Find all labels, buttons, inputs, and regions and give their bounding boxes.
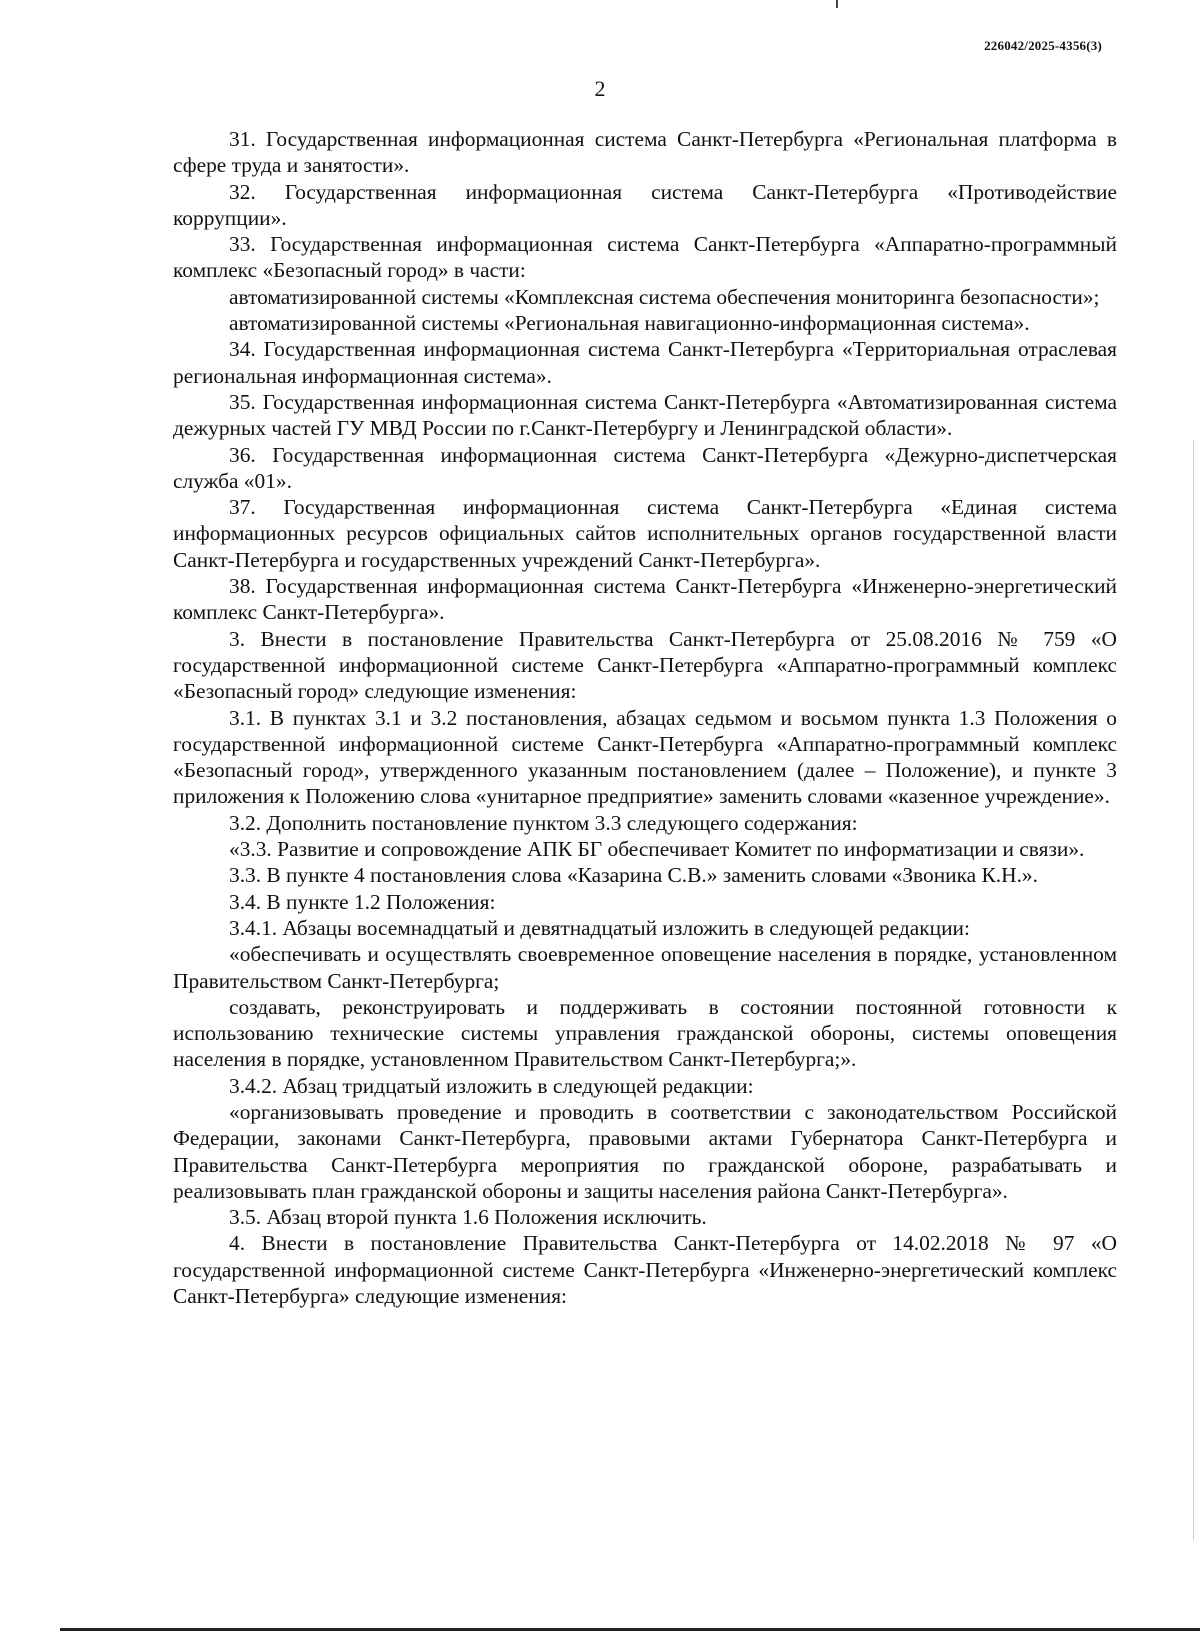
- paragraph-item-33-sub-1: автоматизированной системы «Комплексная система обеспечения мониторинга безопасности»;: [229, 284, 1100, 309]
- paragraph-quote-organize: «организовывать проведение и проводить в соответствии с законодательством Российской Федерации, законами Санкт-Петербурга, правовыми актами Губернатора Санкт-Петербурга и Правительства Санкт-Петербурга мероприятия по гражданской обороне, разрабатывать и реализовывать план гражданской обороны и защиты населения района Санкт-Петербурга».: [173, 1099, 1117, 1203]
- paragraph-quote-3-3: «3.3. Развитие и сопровождение АПК БГ обеспечивает Комитет по информатизации и связи».: [229, 837, 1085, 862]
- paragraph-item-31: 31. Государственная информационная система Санкт-Петербурга «Региональная платформа в сфере труда и занятости».: [173, 127, 1117, 178]
- paragraph-section-3-4: 3.4. В пункте 1.2 Положения:: [229, 889, 496, 914]
- paragraph-item-33: 33. Государственная информационная система Санкт-Петербурга «Аппаратно-программный комплекс «Безопасный город» в части:: [173, 232, 1117, 283]
- paragraph-item-37: 37. Государственная информационная система Санкт-Петербурга «Единая система информационных ресурсов официальных сайтов исполнительных органов государственной власти Санкт-Петербурга и государственных учреждений Санкт-Петербурга».: [173, 495, 1117, 572]
- paragraph-section-3-3: 3.3. В пункте 4 постановления слова «Казарина С.В.» заменить словами «Звоника К.Н.».: [229, 863, 1038, 888]
- paragraph-item-35: 35. Государственная информационная система Санкт-Петербурга «Автоматизированная система дежурных частей ГУ МВД России по г.Санкт-Петербургу и Ленинградской области».: [173, 389, 1117, 441]
- document-registration-number: 226042/2025-4356(3): [984, 38, 1102, 53]
- page-number: 2: [594, 76, 606, 101]
- paragraph-section-3-2: 3.2. Дополнить постановление пунктом 3.3 следующего содержания:: [229, 810, 858, 835]
- scan-edge-right: [1193, 440, 1194, 1540]
- paragraph-section-3-5: 3.5. Абзац второй пункта 1.6 Положения исключить.: [229, 1205, 707, 1230]
- paragraph-section-4: 4. Внести в постановление Правительства Санкт-Петербурга от 14.02.2018 № 97 «О государственной информационной системе Санкт-Петербурга «Инженерно-энергетический комплекс Санкт-Петербурга» следующие изменения:: [173, 1231, 1117, 1309]
- paragraph-section-3-4-2: 3.4.2. Абзац тридцатый изложить в следующей редакции:: [229, 1073, 754, 1098]
- paragraph-item-33-sub-2: автоматизированной системы «Региональная навигационно-информационная система».: [229, 311, 1030, 336]
- scan-mark: [836, 0, 838, 8]
- paragraph-section-3-4-1: 3.4.1. Абзацы восемнадцатый и девятнадцатый изложить в следующей редакции:: [229, 915, 970, 940]
- paragraph-section-3-1: 3.1. В пунктах 3.1 и 3.2 постановления, абзацах седьмом и восьмом пункта 1.3 Положения о государственной информационной системе Санкт-Петербурга «Аппаратно-программный комплекс «Безопасный город», утвержденного указанным постановлением (далее – Положение), и пункте 3 приложения к Положению слова «унитарное предприятие» заменить словами «казенное учреждение».: [173, 705, 1117, 809]
- paragraph-item-32: 32. Государственная информационная система Санкт-Петербурга «Противодействие коррупции».: [173, 179, 1117, 230]
- document-body: [173, 126, 1117, 1309]
- paragraph-quote-notify: «обеспечивать и осуществлять своевременное оповещение населения в порядке, установленном Правительством Санкт-Петербурга;: [173, 942, 1117, 993]
- paragraph-quote-create: создавать, реконструировать и поддерживать в состоянии постоянной готовности к использованию технические системы управления гражданской обороны, системы оповещения населения в порядке, установленном Правительством Санкт-Петербурга;».: [173, 994, 1117, 1072]
- paragraph-item-34: 34. Государственная информационная система Санкт-Петербурга «Территориальная отраслевая региональная информационная система».: [173, 337, 1117, 388]
- paragraph-item-36: 36. Государственная информационная система Санкт-Петербурга «Дежурно-диспетчерская служба «01».: [173, 442, 1117, 493]
- paragraph-item-38: 38. Государственная информационная система Санкт-Петербурга «Инженерно-энергетический комплекс Санкт-Петербурга».: [173, 574, 1117, 625]
- paragraph-section-3: 3. Внести в постановление Правительства Санкт-Петербурга от 25.08.2016 № 759 «О государственной информационной системе Санкт-Петербурга «Аппаратно-программный комплекс «Безопасный город» следующие изменения:: [173, 626, 1117, 704]
